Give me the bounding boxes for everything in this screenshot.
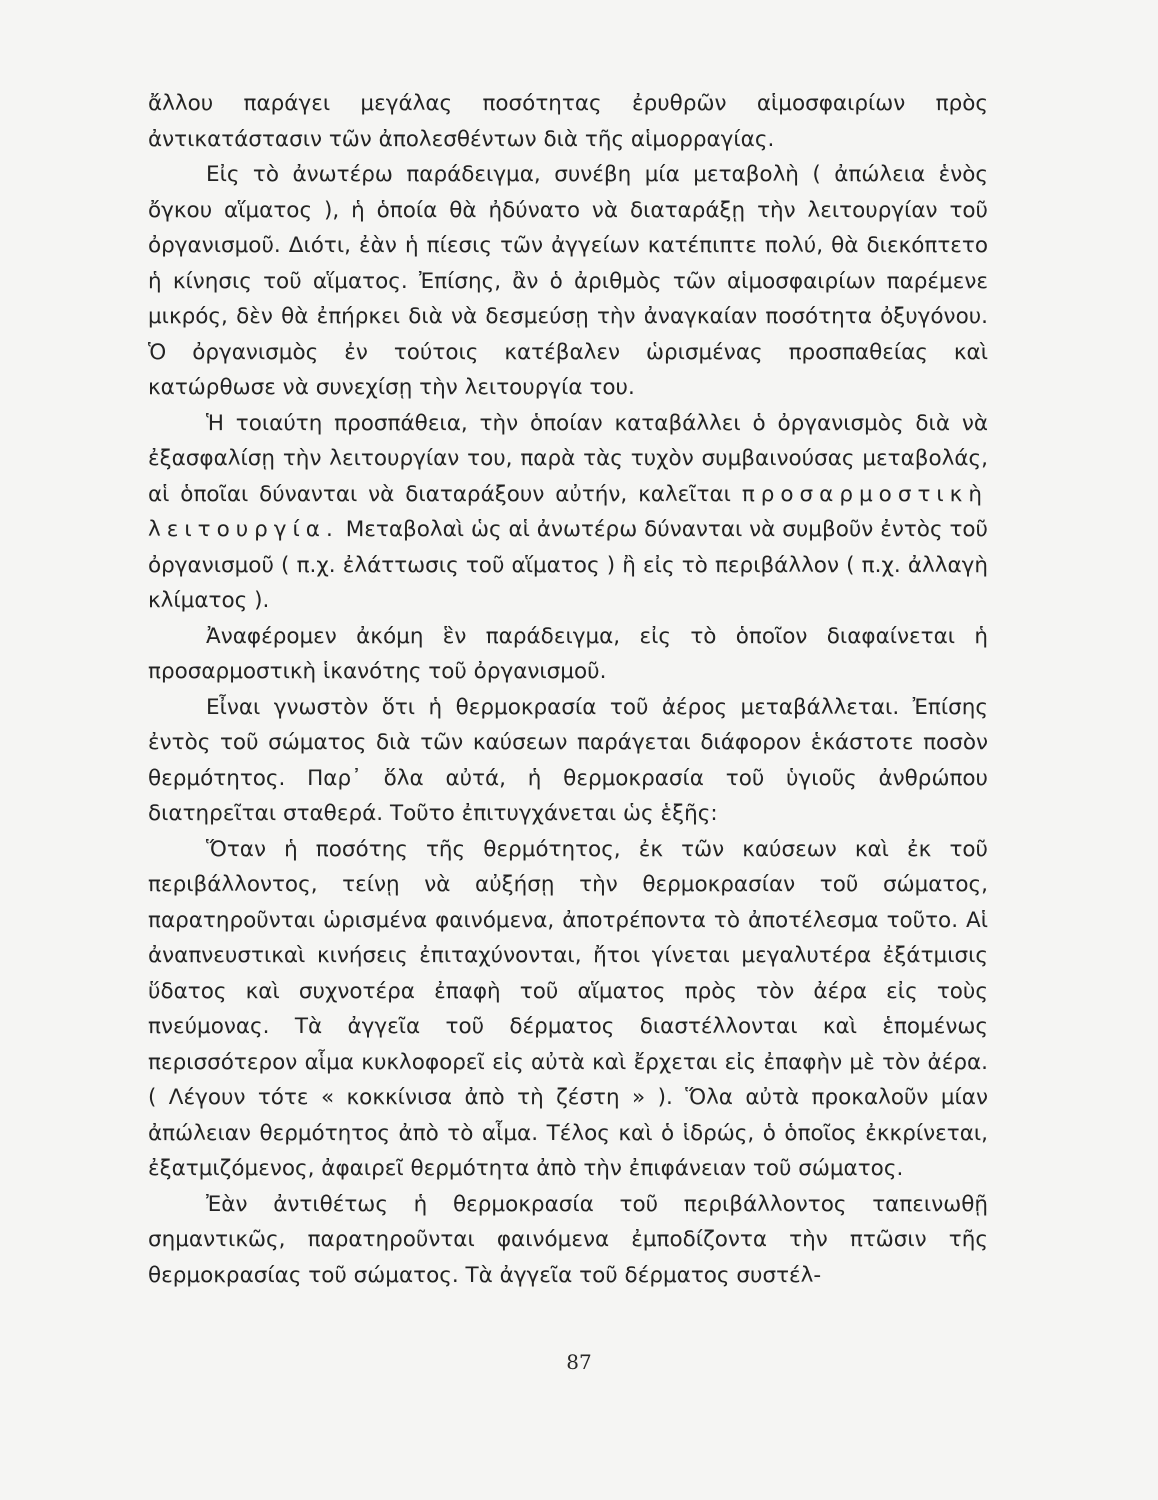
page-number: 87 <box>566 1350 592 1374</box>
paragraph-adaptive-function <box>148 406 988 619</box>
paragraph-text: Μεταβολαὶ ὡς αἱ ἀνωτέρω δύνανται νὰ συμβοῦν ἐντὸς τοῦ ὀργανισμοῦ ( π.χ. ἐλάττωσις τοῦ αἵματος ) ἢ εἰς τὸ περιβάλλον ( π.χ. ἀλλαγὴ κλίματος ). <box>148 517 988 613</box>
paragraph: Ἐὰν ἀντιθέτως ἡ θερμοκρασία τοῦ περιβάλλοντος ταπεινωθῇ σημαντικῶς, παρατηροῦνται φαινόμενα ἐμποδίζοντα τὴν πτῶσιν τῆς θερμοκρασίας τοῦ σώματος. Τὰ ἀγγεῖα τοῦ δέρματος συστέλ- <box>148 1191 988 1288</box>
paragraph: Εἶναι γνωστὸν ὅτι ἡ θερμοκρασία τοῦ ἀέρος μεταβάλλεται. Ἐπίσης ἐντὸς τοῦ σώματος διὰ τῶν καύσεων παράγεται διάφορον ἑκάστοτε ποσὸν θερμότητος. Παρ᾽ ὅλα αὐτά, ἡ θερμοκρασία τοῦ ὑγιοῦς ἀνθρώπου διατηρεῖται σταθερά. Τοῦτο ἐπιτυγχάνεται ὡς ἑξῆς: <box>148 694 988 826</box>
paragraph: Ἀναφέρομεν ἀκόμη ἓν παράδειγμα, εἰς τὸ ὁποῖον διαφαίνεται ἡ προσαρμοστικὴ ἱκανότης τοῦ ὀργανισμοῦ. <box>148 623 988 684</box>
body-text <box>148 86 988 1293</box>
emphasized-term: προσαρμοστικὴ λειτουργία. <box>148 481 988 542</box>
paragraph-continued: ἄλλου παράγει μεγάλας ποσότητας ἐρυθρῶν αἱμοσφαιρίων πρὸς ἀντικατάστασιν τῶν ἀπολεσθέντων διὰ τῆς αἱμορραγίας. <box>148 91 988 152</box>
paragraph-text: Ἡ τοιαύτη προσπάθεια, τὴν ὁποίαν καταβάλλει ὁ ὀργανισμὸς διὰ νὰ ἐξασφαλίσῃ τὴν λειτουργίαν του, παρὰ τὰς τυχὸν συμβαινούσας μεταβολάς, αἱ ὁποῖαι δύνανται νὰ διαταράξουν αὐτήν, καλεῖται <box>148 410 988 507</box>
paragraph: Εἰς τὸ ἀνωτέρω παράδειγμα, συνέβη μία μεταβολὴ ( ἀπώλεια ἑνὸς ὄγκου αἵματος ), ἡ ὁποία θὰ ἠδύνατο νὰ διαταράξῃ τὴν λειτουργίαν τοῦ ὀργανισμοῦ. Διότι, ἐὰν ἡ πίεσις τῶν ἀγγείων κατέπιπτε πολύ, θὰ διεκόπτετο ἡ κίνησις τοῦ αἵματος. Ἐπίσης, ἂν ὁ ἀριθμὸς τῶν αἱμοσφαιρίων παρέμενε μικρός, δὲν θὰ ἐπήρκει διὰ νὰ δεσμεύσῃ τὴν ἀναγκαίαν ποσότητα ὀξυγόνου. Ὁ ὀργανισμὸς ἐν τούτοις κατέβαλεν ὡρισμένας προσπαθείας καὶ κατώρθωσε νὰ συνεχίσῃ τὴν λειτουργία του. <box>148 162 988 400</box>
paragraph: Ὅταν ἡ ποσότης τῆς θερμότητος, ἐκ τῶν καύσεων καὶ ἐκ τοῦ περιβάλλοντος, τείνῃ νὰ αὐξήσῃ τὴν θερμοκρασίαν τοῦ σώματος, παρατηροῦνται ὡρισμένα φαινόμενα, ἀποτρέποντα τὸ ἀποτέλεσμα τοῦτο. Αἱ ἀναπνευστικαὶ κινήσεις ἐπιταχύνονται, ἤτοι γίνεται μεγαλυτέρα ἐξάτμισις ὕδατος καὶ συχνοτέρα ἐπαφὴ τοῦ αἵματος πρὸς τὸν ἀέρα εἰς τοὺς πνεύμονας. Τὰ ἀγγεῖα τοῦ δέρματος διαστέλλονται καὶ ἑπομένως περισσότερον αἷμα κυκλοφορεῖ εἰς αὐτὰ καὶ ἔρχεται εἰς ἐπαφὴν μὲ τὸν ἀέρα. ( Λέγουν τότε « κοκκίνισα ἀπὸ τὴ ζέστη » ). Ὅλα αὐτὰ προκαλοῦν μίαν ἀπώλειαν θερμότητος ἀπὸ τὸ αἷμα. Τέλος καὶ ὁ ἱδρώς, ὁ ὁποῖος ἐκκρίνεται, ἐξατμιζόμενος, ἀφαιρεῖ θερμότητα ἀπὸ τὴν ἐπιφάνειαν τοῦ σώματος. <box>148 836 988 1181</box>
